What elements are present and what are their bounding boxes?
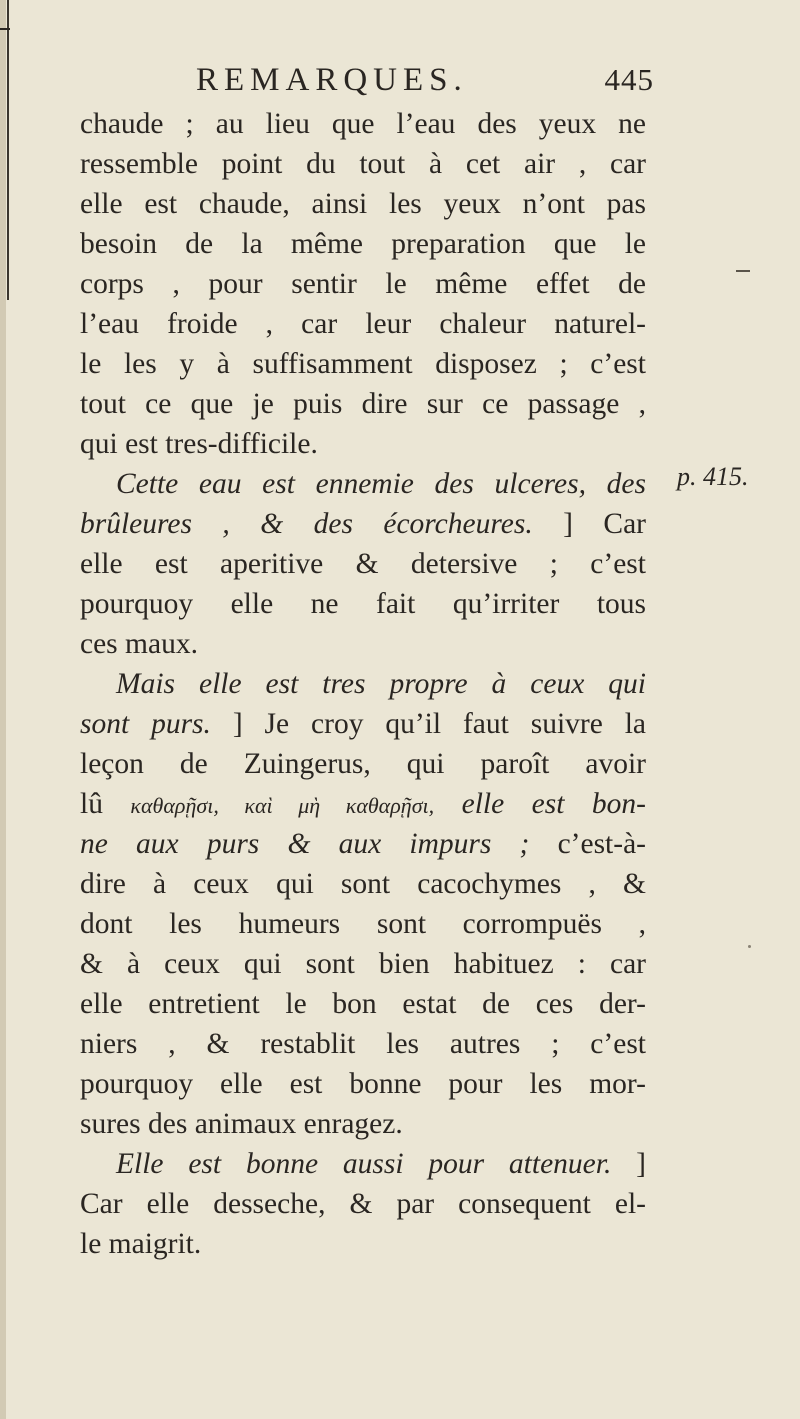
text-line	[80, 144, 646, 184]
text-line	[80, 1184, 646, 1224]
text-line	[80, 624, 646, 664]
text-segment: ]	[611, 1148, 647, 1180]
italic-text: Mais elle est tres propre à ceux qui	[116, 668, 646, 700]
margin-reference: p. 415.	[677, 462, 749, 491]
text-line	[80, 104, 646, 144]
text-line	[80, 544, 646, 584]
text-segment: Car elle desseche, & par consequent el-	[80, 1188, 646, 1220]
italic-text: sont purs.	[80, 708, 211, 740]
text-line	[80, 224, 646, 264]
text-segment: ] Je croy qu’il faut suivre la	[210, 708, 647, 740]
text-segment: sures des animaux enragez.	[80, 1108, 403, 1140]
italic-text: brûleures , & des écorcheures.	[80, 508, 533, 540]
text-line	[80, 904, 646, 944]
text-line	[80, 1104, 646, 1144]
text-line	[80, 984, 646, 1024]
text-segment: tout ce que je puis dire sur ce passage ,	[80, 388, 646, 420]
text-line	[80, 784, 646, 824]
text-line	[80, 504, 646, 544]
text-line	[80, 1024, 646, 1064]
text-segment: qui est tres-difficile.	[80, 428, 318, 460]
margin-dash-mark	[736, 270, 750, 272]
page-header	[150, 56, 660, 104]
text-line	[80, 424, 646, 464]
text-line	[80, 1064, 646, 1104]
text-line	[80, 744, 646, 784]
text-segment: l’eau froide , car leur chaleur naturel-	[80, 308, 646, 340]
text-segment: elle entretient le bon estat de ces der-	[80, 988, 646, 1020]
text-line	[80, 864, 646, 904]
text-segment: elle est aperitive & detersive ; c’est	[80, 548, 646, 580]
text-segment: ressemble point du tout à cet air , car	[80, 148, 646, 180]
text-segment: dire à ceux qui sont cacochymes , &	[80, 868, 646, 900]
text-segment: ] Car	[532, 508, 647, 540]
text-line	[80, 184, 646, 224]
running-title: REMARQUES.	[196, 62, 468, 98]
text-line	[80, 704, 646, 744]
body-text	[80, 104, 646, 1264]
text-segment: dont les humeurs sont corrompuës ,	[80, 908, 646, 940]
margin-dot-mark	[748, 945, 751, 948]
text-segment: ces maux.	[80, 628, 198, 660]
text-line	[80, 344, 646, 384]
text-segment: niers , & restablit les autres ; c’est	[80, 1028, 646, 1060]
text-segment: & à ceux qui sont bien habituez : car	[80, 948, 646, 980]
binding-edge	[0, 0, 6, 1419]
text-segment: corps , pour sentir le même effet de	[80, 268, 646, 300]
text-line	[80, 584, 646, 624]
page-number: 445	[604, 62, 654, 97]
italic-text: elle est bon-	[434, 788, 646, 820]
text-segment: elle est chaude, ainsi les yeux n’ont pas	[80, 188, 646, 220]
text-line	[80, 824, 646, 864]
text-segment: pourquoy elle ne fait qu’irriter tous	[80, 588, 646, 620]
italic-text: Cette eau est ennemie des ulceres, des	[116, 468, 646, 500]
italic-text: ne aux purs & aux impurs ;	[80, 828, 530, 860]
text-line	[80, 1144, 646, 1184]
text-segment: besoin de la même preparation que le	[80, 228, 646, 260]
text-line	[80, 384, 646, 424]
text-segment: chaude ; au lieu que l’eau des yeux ne	[80, 108, 646, 140]
text-segment: leçon de Zuingerus, qui paroît avoir	[80, 748, 646, 780]
text-line	[80, 464, 646, 504]
italic-text: Elle est bonne aussi pour attenuer.	[116, 1148, 612, 1180]
text-segment: c’est-à-	[529, 828, 646, 860]
text-line	[80, 304, 646, 344]
text-line	[80, 264, 646, 304]
text-line	[80, 664, 646, 704]
text-line	[80, 944, 646, 984]
greek-text: καθαρῇσι, καὶ μὴ καθαρῇσι,	[130, 793, 435, 818]
binding-rule	[7, 0, 9, 300]
corner-mark	[0, 28, 10, 30]
text-segment: le les y à suffisamment disposez ; c’est	[80, 348, 646, 380]
text-segment: le maigrit.	[80, 1228, 202, 1260]
text-line	[80, 1224, 646, 1264]
text-segment: pourquoy elle est bonne pour les mor-	[80, 1068, 646, 1100]
text-segment: lû	[80, 788, 131, 820]
